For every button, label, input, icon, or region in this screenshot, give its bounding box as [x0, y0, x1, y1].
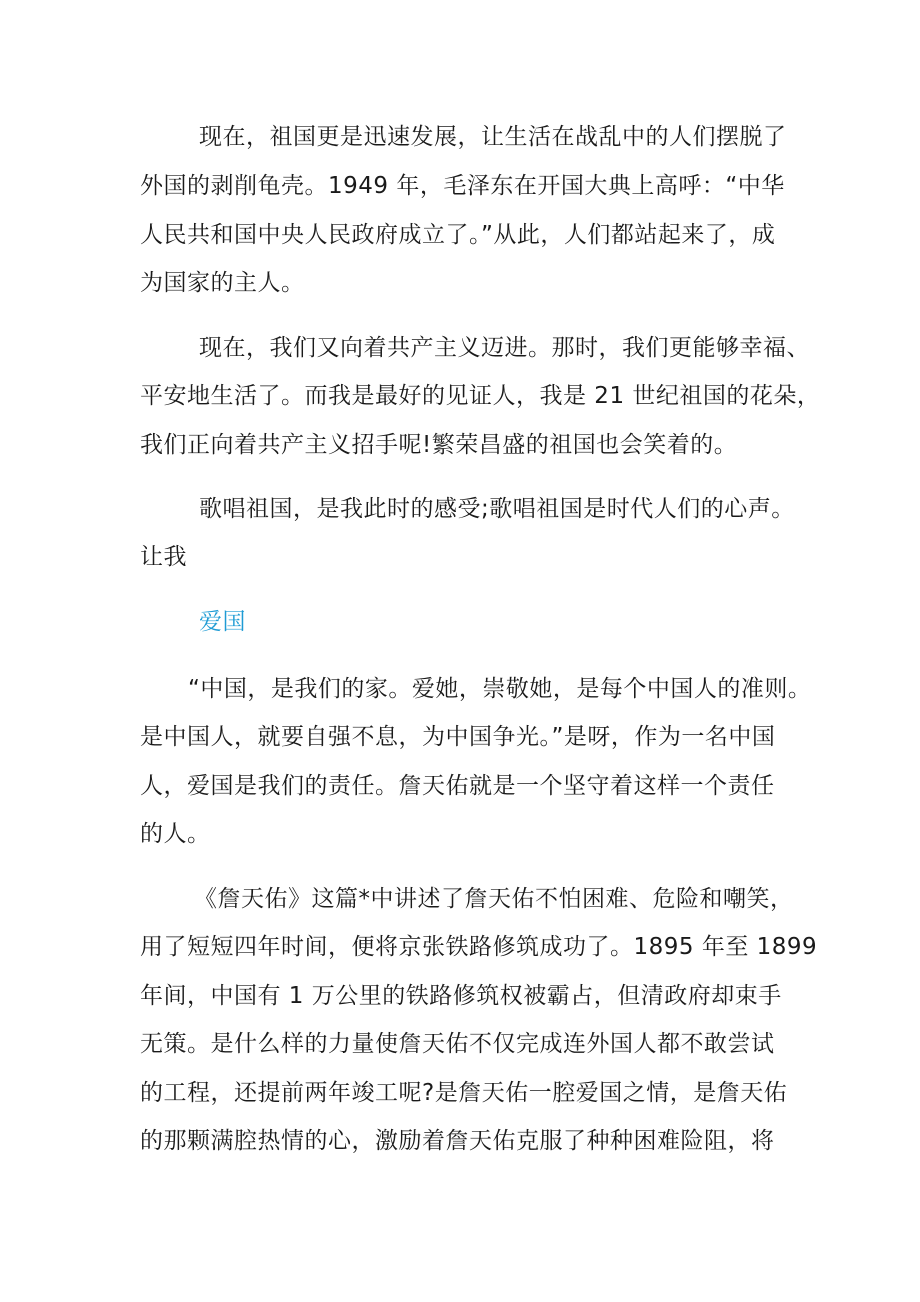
text-line: 外国的剥削龟壳。1949 年，毛泽东在开国大典上高呼：“中华 [140, 173, 785, 199]
text-line: 是中国人，就要自强不息，为中国争光。”是呀，作为一名中国 [140, 724, 776, 750]
text-line: 的工程，还提前两年竣工呢?是詹天佑一腔爱国之情，是詹天佑 [140, 1080, 788, 1106]
text-line: 的人。 [140, 821, 211, 847]
text-line: 用了短短四年时间，便将京张铁路修筑成功了。1895 年至 1899 [140, 934, 818, 960]
text-line: 现在，祖国更是迅速发展，让生活在战乱中的人们摆脱了 [199, 124, 787, 150]
text-line: 人民共和国中央人民政府成立了。”从此，人们都站起来了，成 [140, 222, 776, 248]
text-line: 歌唱祖国，是我此时的感受;歌唱祖国是时代人们的心声。 [199, 496, 795, 522]
text-line: 我们正向着共产主义招手呢!繁荣昌盛的祖国也会笑着的。 [140, 432, 738, 458]
text-line: 无策。是什么样的力量使詹天佑不仅完成连外国人都不敢尝试 [140, 1031, 775, 1057]
text-line: “中国，是我们的家。爱她，崇敬她，是每个中国人的准则。 [188, 676, 812, 702]
text-line: 平安地生活了。而我是最好的见证人，我是 21 世纪祖国的花朵， [140, 383, 821, 409]
section-heading: 爱国 [199, 609, 246, 635]
text-line: 年间，中国有 1 万公里的铁路修筑权被霸占，但清政府却束手 [140, 983, 782, 1009]
text-line: 现在，我们又向着共产主义迈进。那时，我们更能够幸福、 [199, 335, 810, 361]
text-line: 人，爱国是我们的责任。詹天佑就是一个坚守着这样一个责任 [140, 773, 775, 799]
text-line: 让我 [140, 544, 187, 570]
text-line: 为国家的主人。 [140, 270, 305, 296]
text-line: 的那颗满腔热情的心，激励着詹天佑克服了种种困难险阻，将 [140, 1128, 775, 1154]
text-line: 《詹天佑》这篇*中讲述了詹天佑不怕困难、危险和嘲笑， [194, 886, 794, 912]
